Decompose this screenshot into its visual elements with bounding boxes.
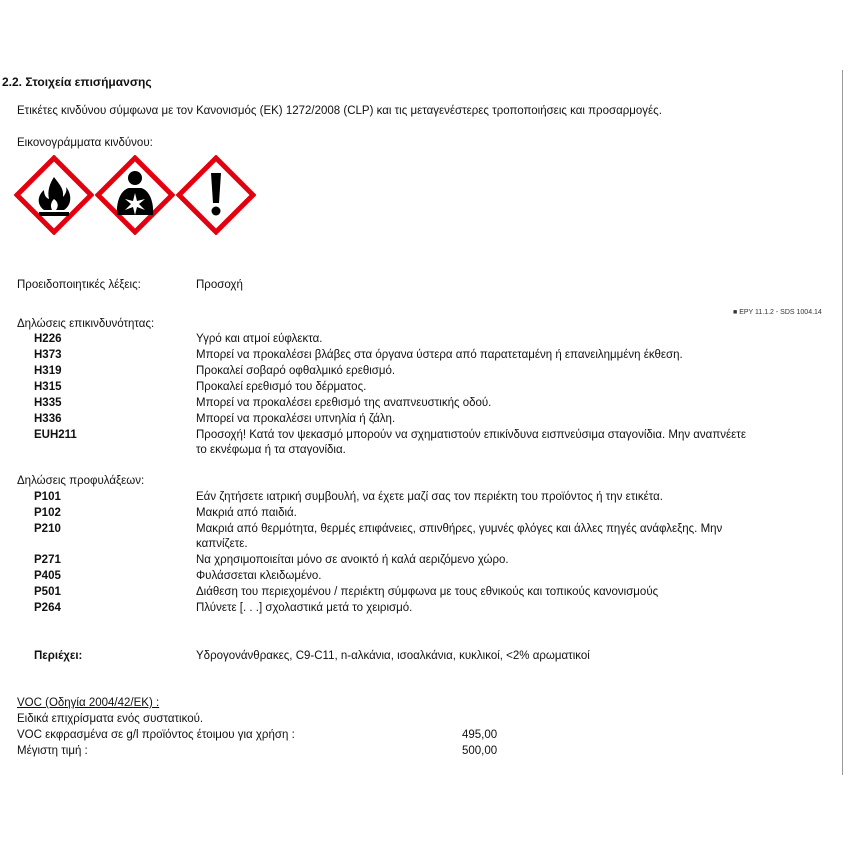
precautionary-statements-label: Δηλώσεις προφυλάξεων: [17, 475, 145, 487]
hazard-code: H373 [34, 349, 62, 361]
voc-max-value: 500,00 [462, 745, 498, 757]
hazard-code: EUH211 [34, 429, 77, 441]
hazard-row [0, 381, 850, 397]
precaution-text: Φυλάσσεται κλειδωμένο. [196, 570, 322, 582]
hazard-row [0, 333, 850, 349]
precaution-row [0, 554, 850, 570]
hazard-text: Μπορεί να προκαλέσει ερεθισμό της αναπνευστικής οδού. [196, 397, 492, 409]
hazard-code: H226 [34, 333, 62, 345]
hazard-code: H319 [34, 365, 62, 377]
hazard-row [0, 365, 850, 381]
voc-expressed-value: 495,00 [462, 729, 498, 741]
precaution-code: P264 [34, 602, 61, 614]
precaution-text: Πλύνετε [. . .] σχολαστικά μετά το χειρισμό. [196, 602, 413, 614]
precaution-row [0, 507, 850, 523]
section-title: 2.2. Στοιχεία επισήμανσης [2, 75, 152, 89]
hazard-text-continuation: το εκνέφωμα ή τα σταγονίδια. [196, 444, 346, 456]
hazard-row [0, 413, 850, 429]
voc-max-label: Μέγιστη τιμή : [17, 745, 88, 757]
precaution-text: Μακριά από θερμότητα, θερμές επιφάνειες, σπινθήρες, γυμνές φλόγες και άλλες πηγές ανάφλεξης. Μην [196, 523, 723, 535]
hazard-row [0, 429, 850, 445]
contains-value: Υδρογονάνθρακες, C9-C11, n-αλκάνια, ισοαλκάνια, κυκλικοί, <2% αρωματικοί [196, 650, 590, 662]
health-hazard-icon [95, 155, 175, 235]
hazard-text: Υγρό και ατμοί εύφλεκτα. [196, 333, 323, 345]
precaution-code: P271 [34, 554, 61, 566]
hazard-text: Προκαλεί ερεθισμό του δέρματος. [196, 381, 367, 393]
document-icon: ■ [733, 309, 738, 316]
hazard-row [0, 397, 850, 413]
precaution-code: P210 [34, 523, 61, 535]
version-stamp [733, 309, 822, 316]
precaution-row-continuation [0, 538, 850, 554]
precaution-text: Εάν ζητήσετε ιατρική συμβουλή, να έχετε μαζί σας τον περιέκτη του προϊόντος ή την ετικέτα. [196, 491, 663, 503]
hazard-code: H336 [34, 413, 62, 425]
hazard-text: Μπορεί να προκαλέσει υπνηλία ή ζάλη. [196, 413, 396, 425]
pictograms-label: Εικονογράμματα κινδύνου: [17, 137, 153, 149]
precaution-row [0, 523, 850, 539]
hazard-text: Μπορεί να προκαλέσει βλάβες στα όργανα ύστερα από παρατεταμένη ή επανειλημμένη έκθεση. [196, 349, 683, 361]
hazard-text: Προσοχή! Κατά τον ψεκασμό μπορούν να σχηματιστούν επικίνδυνα εισπνεύσιμα σταγονίδια. Μην αναπνέετε [196, 429, 746, 441]
signal-words-label: Προειδοποιητικές λέξεις: [17, 279, 141, 291]
exclamation-mark-icon [176, 155, 256, 235]
version-text: EPY 11.1.2 - SDS 1004.14 [739, 309, 822, 316]
flame-icon [14, 155, 94, 235]
precaution-row [0, 570, 850, 586]
signal-word: Προσοχή [196, 279, 243, 291]
precaution-code: P101 [34, 491, 61, 503]
precaution-code: P501 [34, 586, 61, 598]
precaution-text: Διάθεση του περιεχομένου / περιέκτη σύμφωνα με τους εθνικούς και τοπικούς κανονισμούς [196, 586, 659, 598]
voc-line1: Ειδικά επιχρίσματα ενός συστατικού. [17, 713, 204, 725]
intro-text: Ετικέτες κινδύνου σύμφωνα με τον Κανονισμός (ΕΚ) 1272/2008 (CLP) και τις μεταγενέστερες τροποποιήσεις και προσαρμογές. [17, 105, 662, 117]
precaution-code: P102 [34, 507, 61, 519]
precaution-text-continuation: καπνίζετε. [196, 538, 248, 550]
hazard-row [0, 349, 850, 365]
precaution-text: Να χρησιμοποιείται μόνο σε ανοικτό ή καλά αεριζόμενο χώρο. [196, 554, 509, 566]
hazard-text: Προκαλεί σοβαρό οφθαλμικό ερεθισμό. [196, 365, 396, 377]
precaution-row [0, 586, 850, 602]
precaution-row [0, 602, 850, 618]
precaution-row [0, 491, 850, 507]
voc-expressed-label: VOC εκφρασμένα σε g/l προϊόντος έτοιμου για χρήση : [17, 729, 295, 741]
contains-label: Περιέχει: [34, 650, 83, 662]
hazard-code: H315 [34, 381, 62, 393]
precaution-code: P405 [34, 570, 61, 582]
hazard-code: H335 [34, 397, 62, 409]
voc-heading: VOC (Οδηγία 2004/42/ΕΚ) : [17, 697, 160, 709]
precaution-text: Μακριά από παιδιά. [196, 507, 297, 519]
hazard-row-continuation [0, 444, 850, 460]
hazard-statements-label: Δηλώσεις επικινδυνότητας: [17, 318, 155, 330]
